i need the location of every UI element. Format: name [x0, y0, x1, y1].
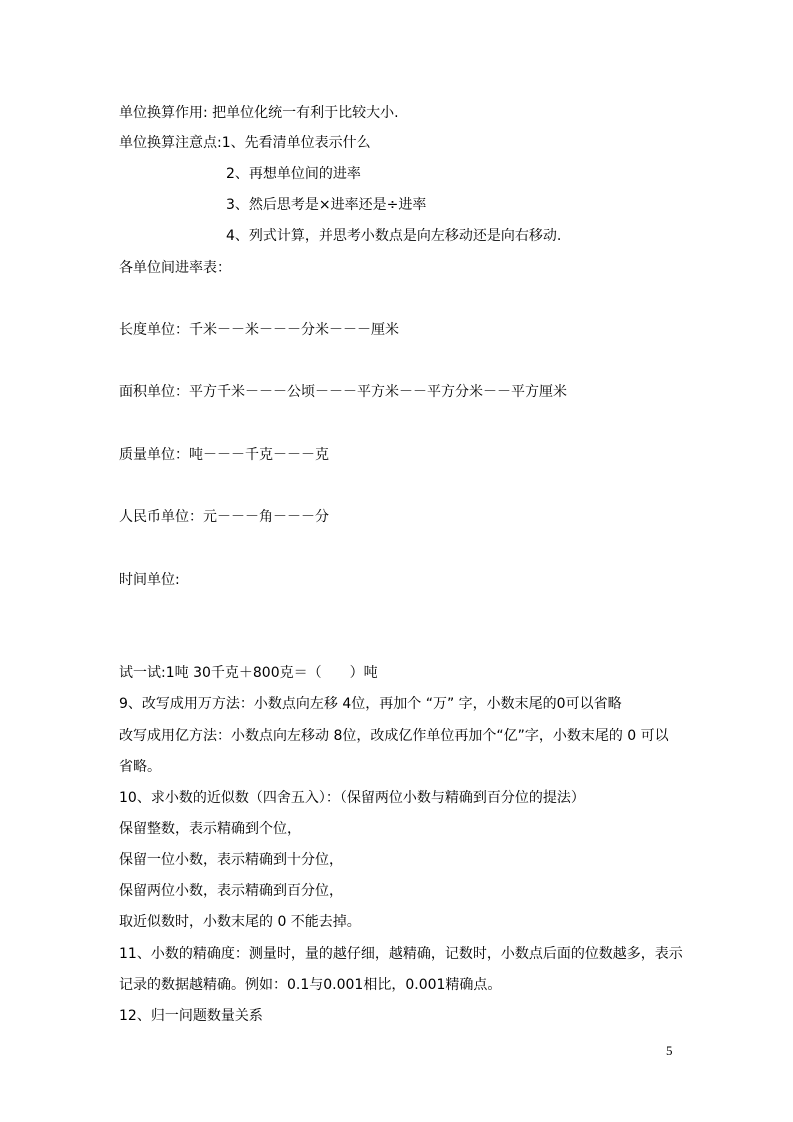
text-line-try-it: 试一试:1吨 30千克＋800克＝（ ）吨: [119, 665, 378, 681]
page-number: 5: [666, 1043, 673, 1058]
text-line-currency-units: 人民币单位：元－－－角－－－分: [119, 509, 329, 525]
text-line-rule-10-integer: 保留整数，表示精确到个位，: [119, 821, 301, 837]
text-line-unit-conversion-purpose: 单位换算作用: 把单位化统一有利于比较大小.: [119, 105, 399, 121]
text-line-mass-units: 质量单位：吨－－－千克－－－克: [119, 447, 329, 463]
text-line-conversion-notes-3: 3、然后思考是×进率还是÷进率: [226, 197, 427, 213]
text-line-rule-10-two-decimals: 保留两位小数，表示精确到百分位，: [119, 883, 343, 899]
text-line-rule-11-example: 记录的数据越精确。例如：0.1与0.001相比，0.001精确点。: [119, 977, 502, 993]
text-line-rule-11-precision: 11、小数的精确度：测量时，量的越仔细，越精确，记数时，小数点后面的位数越多，表示: [119, 946, 683, 962]
text-line-rule-9-yi-cont: 省略。: [119, 759, 161, 775]
text-line-area-units: 面积单位：平方千米－－－公顷－－－平方米－－平方分米－－平方厘米: [119, 384, 567, 400]
text-line-rule-10-one-decimal: 保留一位小数，表示精确到十分位，: [119, 852, 343, 868]
text-line-rule-10-trailing-zero: 取近似数时，小数末尾的 0 不能去掉。: [119, 914, 361, 930]
text-line-rule-10-heading: 10、求小数的近似数（四舍五入）：（保留两位小数与精确到百分位的提法）: [119, 790, 585, 806]
text-line-conversion-notes-1: 单位换算注意点:1、先看清单位表示什么: [119, 135, 371, 151]
text-line-conversion-notes-2: 2、再想单位间的进率: [226, 166, 361, 182]
text-line-time-units: 时间单位:: [119, 572, 180, 588]
text-line-rule-12-heading: 12、归一问题数量关系: [119, 1008, 263, 1024]
text-line-length-units: 长度单位：千米－－米－－－分米－－－厘米: [119, 322, 399, 338]
text-line-rule-9-yi: 改写成用亿方法：小数点向左移动 8位，改成亿作单位再加个“亿”字，小数末尾的 0 可以: [119, 728, 669, 744]
text-line-conversion-notes-4: 4、列式计算，并思考小数点是向左移动还是向右移动.: [226, 228, 562, 244]
text-line-rate-table-heading: 各单位间进率表：: [119, 260, 231, 276]
text-line-rule-9-wan: 9、改写成用万方法：小数点向左移 4位，再加个 “万” 字，小数末尾的0可以省略: [119, 696, 622, 712]
